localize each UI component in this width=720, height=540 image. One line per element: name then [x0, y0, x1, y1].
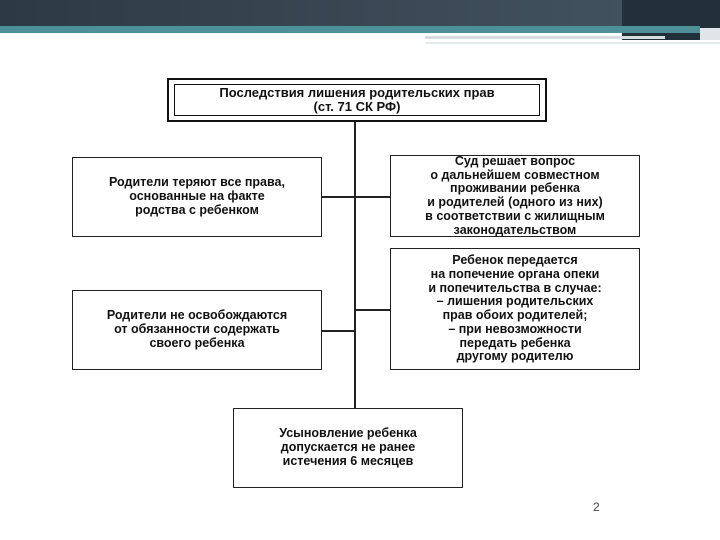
consequence-text: Родители теряют все права, основанные на факте родства с ребенком	[109, 175, 285, 217]
consequence-text: Усыновление ребенка допускается не ранее истечения 6 месяцев	[279, 426, 417, 468]
diagram-title-article: (ст. 71 СК РФ)	[313, 99, 401, 114]
diagram-title: Последствия лишения родительских прав	[219, 84, 495, 100]
slide-deco-line	[425, 42, 720, 44]
connector-right-top	[355, 196, 390, 198]
consequence-text: Родители не освобождаются от обязанности содержать своего ребенка	[106, 308, 288, 350]
consequence-box-adoption	[233, 408, 463, 488]
diagram-title-box	[167, 78, 547, 122]
slide-header-bar	[0, 0, 720, 26]
slide-deco-line	[425, 36, 665, 39]
diagram-title-inner	[174, 84, 540, 116]
consequence-box-court-decision	[390, 155, 640, 237]
connector-trunk	[354, 122, 356, 408]
connector-right-bottom	[355, 309, 390, 311]
slide-deco-block	[700, 28, 720, 40]
consequence-text: Суд решает вопрос о дальнейшем совместном проживании ребенка и родителей (одного из них) в соответствии с жилищным законодательством	[425, 153, 605, 237]
consequence-text: Ребенок передается на попечение органа опеки и попечительства в случае: – лишения родительских прав обоих родителей; – при невозможности передать ребенка другому родителю	[428, 253, 602, 364]
consequence-box-support-obligation	[72, 290, 322, 370]
slide-accent-line	[0, 26, 700, 33]
page-number: 2	[593, 500, 600, 514]
consequence-box-rights-lost	[72, 157, 322, 237]
consequence-box-child-transfer	[390, 248, 640, 370]
connector-left-top	[322, 196, 355, 198]
connector-left-bottom	[322, 330, 355, 332]
